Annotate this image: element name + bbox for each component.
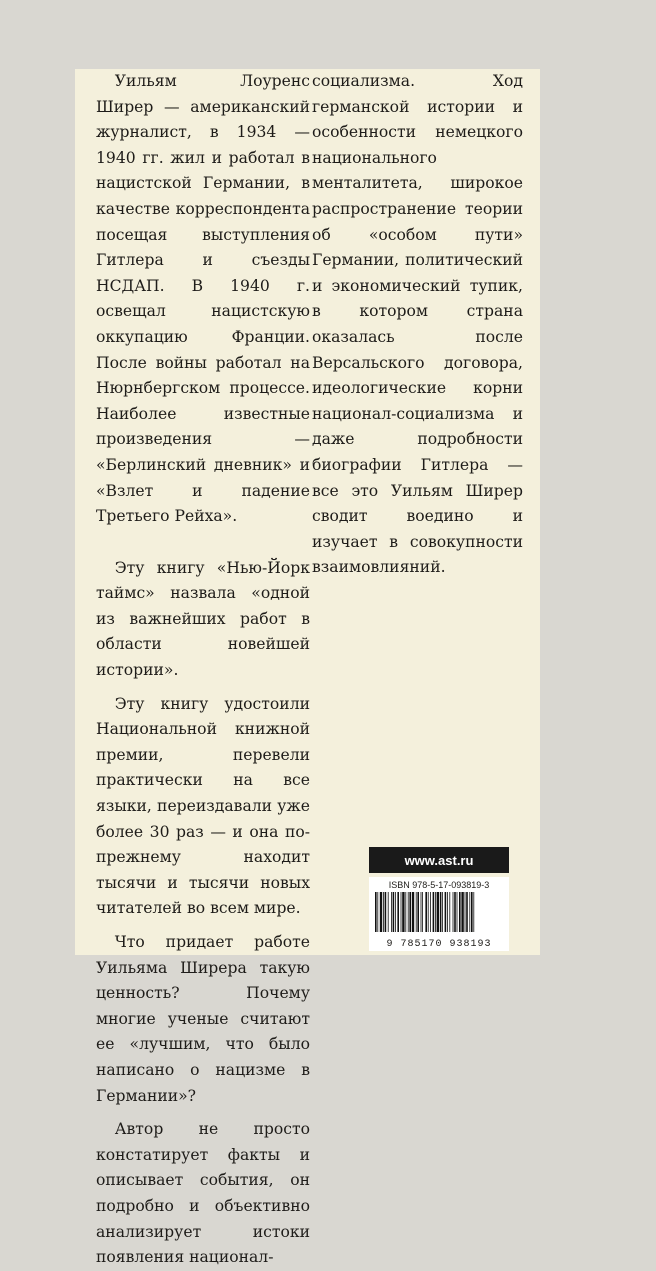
analysis-continuation-paragraph: социализма. Ход германской истории и особенности немецкого национального менталитета, широкое распространение теории об «особом пути» Германии, политический и экономический тупик, в котором страна оказалась после Версальского договора, идеологические корни национал-социализма и даже подробности биографии Гитлера — все это Уильям Ширер сводит воедино и изучает в совокупности взаимовлияний. xyxy=(312,72,523,577)
back-cover-panel xyxy=(75,69,540,1267)
isbn-label: ISBN 978-5-17-093819-3 xyxy=(388,880,490,890)
barcode-digits: 9 785170 938193 xyxy=(386,939,492,950)
nyt-quote-paragraph: Эту книгу «Нью-Йорк таймс» назвала «одной из важнейших работ в области новейшей истории». xyxy=(96,558,310,680)
analysis-paragraph: Автор не просто констатирует факты и описывает события, он подробно и объективно анализирует истоки появления национал- xyxy=(96,1120,310,1267)
text-column-right xyxy=(312,69,523,581)
website-label: www.ast.ru xyxy=(369,847,509,873)
question-paragraph: Что придает работе Уильяма Ширера такую ценность? Почему многие ученые считают ее «лучшим, что было написано о нацизме в Германии»? xyxy=(96,933,310,1105)
barcode-block xyxy=(369,877,509,951)
text-column-left xyxy=(96,69,310,1271)
barcode-image xyxy=(373,892,505,932)
award-paragraph: Эту книгу удостоили Национальной книжной премии, перевели практически на все языки, переиздавали уже более 30 раз — и она по-прежнему находит тысячи и тысячи новых читателей во всем мире. xyxy=(96,694,310,918)
author-bio-paragraph: Уильям Лоуренс Ширер — американский журналист, в 1934 — 1940 гг. жил и работал в нацистской Германии, в качестве корреспондента посещая выступления Гитлера и съезды НСДАП. В 1940 г. освещал нацистскую оккупацию Франции. После войны работал на Нюрнбергском процессе. Наиболее известные произведения — «Берлинский дневник» и «Взлет и падение Третьего Рейха». xyxy=(96,72,310,526)
